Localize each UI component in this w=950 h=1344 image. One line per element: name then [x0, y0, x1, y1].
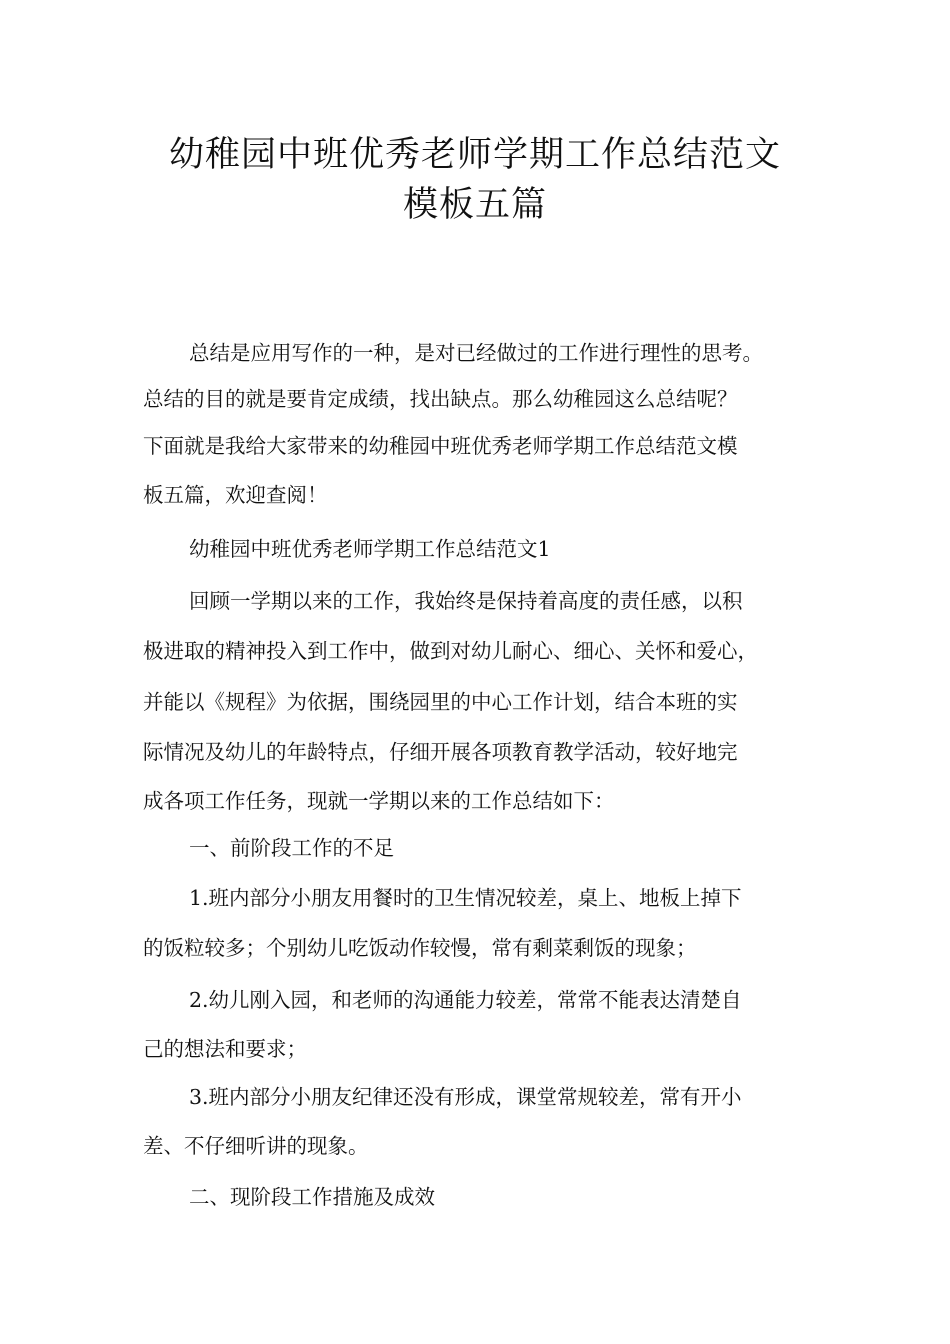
document-title-line-2: 模板五篇	[402, 185, 547, 225]
list-item-line: 1.班内部分小朋友用餐时的卫生情况较差，桌上、地板上掉下	[189, 886, 742, 910]
list-item-line: 2.幼儿刚入园，和老师的沟通能力较差，常常不能表达清楚自	[189, 988, 742, 1012]
list-item-line: 3.班内部分小朋友纪律还没有形成，课堂常规较差，常有开小	[189, 1085, 742, 1109]
body-line: 际情况及幼儿的年龄特点，仔细开展各项教育教学活动，较好地完	[143, 740, 738, 764]
list-item-line: 差、不仔细听讲的现象。	[143, 1134, 369, 1158]
body-line: 板五篇，欢迎查阅！	[143, 483, 328, 507]
body-line: 成各项工作任务，现就一学期以来的工作总结如下：	[143, 789, 615, 813]
subsection-heading: 二、现阶段工作措施及成效	[189, 1185, 435, 1209]
body-line: 总结的目的就是要肯定成绩，找出缺点。那么幼稚园这么总结呢？	[143, 387, 738, 411]
body-line: 极进取的精神投入到工作中，做到对幼儿耐心、细心、关怀和爱心，	[143, 639, 758, 663]
body-line: 总结是应用写作的一种，是对已经做过的工作进行理性的思考。	[189, 341, 763, 365]
list-item-line: 己的想法和要求；	[143, 1037, 307, 1061]
subsection-heading: 一、前阶段工作的不足	[189, 836, 394, 860]
document-title-line-1: 幼稚园中班优秀老师学期工作总结范文	[168, 135, 781, 175]
body-line: 下面就是我给大家带来的幼稚园中班优秀老师学期工作总结范文模	[143, 434, 738, 458]
body-line: 并能以《规程》为依据，围绕园里的中心工作计划，结合本班的实	[143, 690, 738, 714]
list-item-line: 的饭粒较多；个别幼儿吃饭动作较慢，常有剩菜剩饭的现象；	[143, 936, 697, 960]
body-line: 回顾一学期以来的工作，我始终是保持着高度的责任感，以积	[189, 589, 743, 613]
section-heading: 幼稚园中班优秀老师学期工作总结范文1	[189, 537, 551, 561]
